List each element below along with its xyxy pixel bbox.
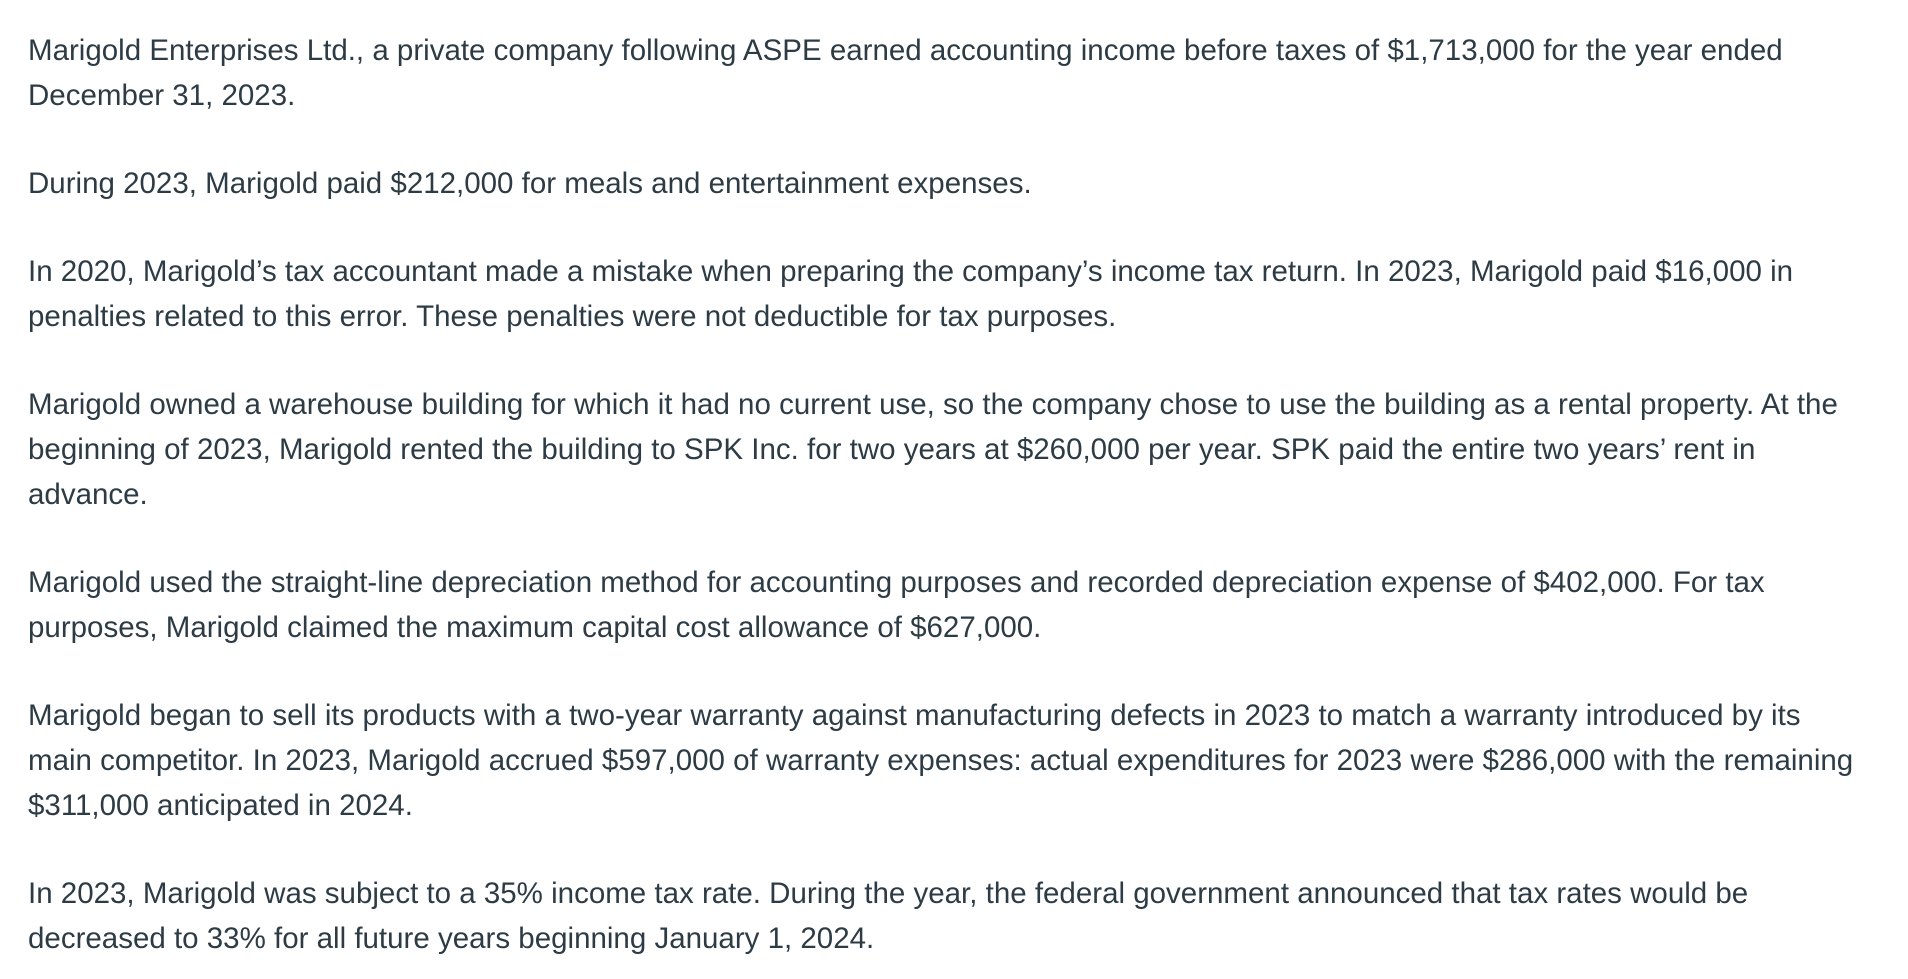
paragraph-accounting-income: Marigold Enterprises Ltd., a private company following ASPE earned accounting income before taxes of $1,713,000 for the year ended December 31, 2023. [28, 34, 1783, 112]
paragraph-rental-property: Marigold owned a warehouse building for which it had no current use, so the company chose to use the building as a rental property. At the beginning of 2023, Marigold rented the building to SPK Inc. for two years at $260,000 per year. SPK paid the entire two years’ rent in advance. [28, 388, 1838, 511]
paragraph-meals-entertainment: During 2023, Marigold paid $212,000 for meals and entertainment expenses. [28, 167, 1032, 200]
paragraph-tax-penalties: In 2020, Marigold’s tax accountant made a mistake when preparing the company’s income tax return. In 2023, Marigold paid $16,000 in penalties related to this error. These penalties were not deductible for tax purposes. [28, 255, 1794, 333]
paragraph-tax-rates: In 2023, Marigold was subject to a 35% income tax rate. During the year, the federal government announced that tax rates would be decreased to 33% for all future years beginning January 1, 2024. [28, 877, 1749, 955]
paragraph-depreciation-cca: Marigold used the straight-line depreciation method for accounting purposes and recorded depreciation expense of $402,000. For tax purposes, Marigold claimed the maximum capital cost allowance of $627,000. [28, 566, 1765, 644]
paragraph-warranty: Marigold began to sell its products with a two-year warranty against manufacturing defects in 2023 to match a warranty introduced by its main competitor. In 2023, Marigold accrued $597,000 of warranty expenses: actual expenditures for 2023 were $286,000 with the remaining $311,000 anticipated in 2024. [28, 699, 1854, 822]
